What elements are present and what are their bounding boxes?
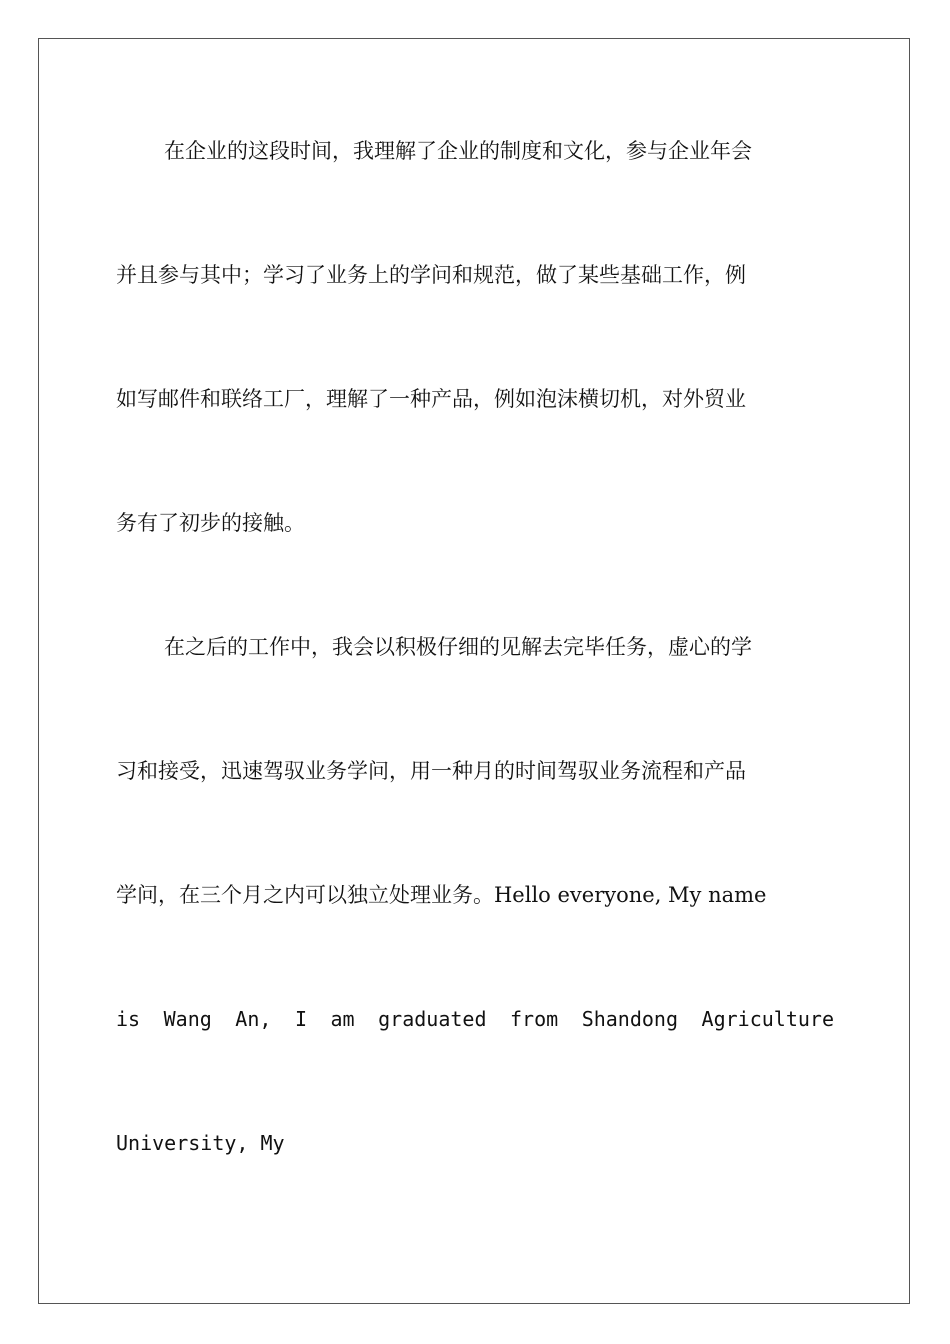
word: am — [330, 1007, 355, 1031]
word: Wang — [163, 1007, 212, 1031]
paragraph-2-line-5: University, My — [116, 1131, 285, 1155]
word: Shandong — [581, 1007, 679, 1031]
word: I — [294, 1007, 307, 1031]
word: is — [116, 1007, 141, 1031]
word: from — [510, 1007, 559, 1031]
paragraph-2-line-2: 习和接受，迅速驾驭业务学问，用一种月的时间驾驭业务流程和产品 — [116, 759, 746, 783]
paragraph-1-line-2: 并且参与其中；学习了业务上的学问和规范，做了某些基础工作，例 — [116, 263, 746, 287]
paragraph-1-line-3: 如写邮件和联络工厂，理解了一种产品，例如泡沫横切机，对外贸业 — [116, 387, 746, 411]
word: An, — [235, 1007, 272, 1031]
paragraph-1-line-4: 务有了初步的接触。 — [116, 511, 305, 535]
paragraph-2-line-4 — [116, 1004, 834, 1034]
word: graduated — [378, 1007, 487, 1031]
page-border — [38, 38, 910, 1304]
word: Agriculture — [701, 1007, 834, 1031]
paragraph-2-line-3: 学问，在三个月之内可以独立处理业务。Hello everyone, My name — [116, 883, 767, 907]
paragraph-1-line-1: 在企业的这段时间，我理解了企业的制度和文化，参与企业年会 — [164, 139, 752, 163]
paragraph-2-line-1: 在之后的工作中，我会以积极仔细的见解去完毕任务，虚心的学 — [164, 635, 752, 659]
